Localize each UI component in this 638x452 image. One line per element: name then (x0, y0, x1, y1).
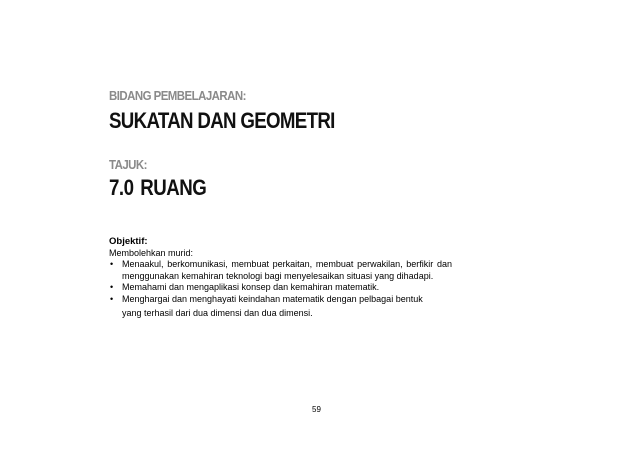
list-item (109, 294, 452, 320)
objectives-list (109, 259, 452, 320)
objective-text: Memahami dan mengaplikasi konsep dan kemahiran matematik. (122, 282, 380, 292)
list-item (109, 259, 452, 282)
bullet-icon: • (110, 293, 114, 304)
bullet-icon: • (110, 259, 114, 269)
objectives-section (109, 236, 452, 320)
topic-title (109, 175, 206, 201)
objective-text: Menaakul, berkomunikasi, membuat perkaitan, membuat perwakilan, berfikir dan menggunakan kemahiran teknologi bagi menyelesaikan situasi yang dihadapi. (122, 259, 452, 281)
bullet-icon: • (110, 282, 114, 292)
objectives-intro: Membolehkan murid: (109, 247, 194, 258)
list-item (109, 282, 452, 294)
topic-name: RUANG (140, 175, 207, 200)
objective-text: Menghargai dan menghayati keindahan matematik dengan pelbagai bentuk (122, 293, 423, 304)
learning-area-title: SUKATAN DAN GEOMETRI (109, 108, 335, 133)
topic-number: 7.0 (109, 175, 134, 200)
learning-area-label: BIDANG PEMBELAJARAN: (109, 88, 246, 103)
objectives-heading: Objektif: (109, 236, 148, 247)
topic-label: TAJUK: (109, 157, 147, 172)
objective-text-continued: yang terhasil dari dua dimensi dan dua dimensi. (122, 308, 313, 318)
page-number: 59 (312, 405, 321, 414)
